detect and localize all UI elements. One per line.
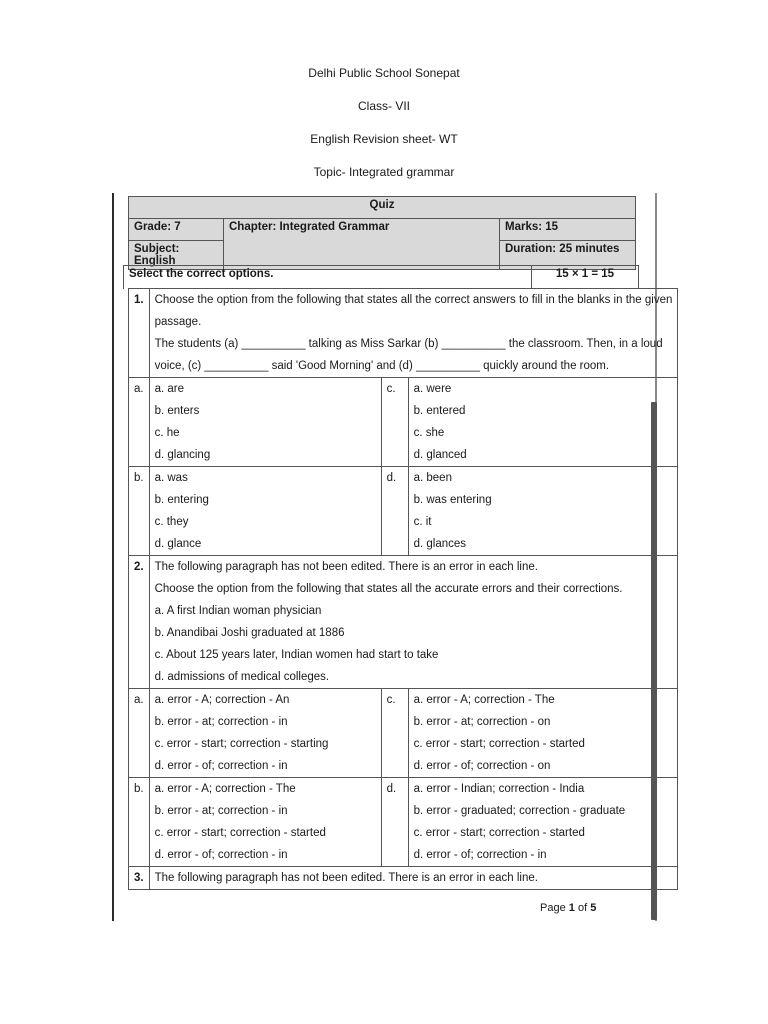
page-current: 1: [568, 902, 575, 914]
option-line: b. error - at; correction - in: [154, 805, 288, 817]
option-cell: [149, 778, 381, 867]
class-label: Class- VII: [357, 99, 410, 113]
option-cell: [149, 689, 381, 778]
options-row: [129, 467, 678, 556]
page-border-left: [112, 193, 114, 921]
question-line: Choose the option from the following that states all the correct answers to fill in the blanks in the given: [154, 294, 673, 306]
option-line: b. error - graduated; correction - graduate: [413, 805, 626, 817]
options-row: [129, 778, 678, 867]
question-line: The students (a) __________ talking as Miss Sarkar (b) __________ the classroom. Then, in a loud: [154, 338, 663, 350]
option-cell: [149, 378, 381, 467]
option-label: d.: [381, 778, 408, 867]
question-line: The following paragraph has not been edited. There is an error in each line.: [154, 872, 538, 884]
topic-label: Topic- Integrated grammar: [313, 165, 455, 179]
question-row: [129, 556, 678, 689]
option-label: a.: [129, 689, 150, 778]
option-line: a. error - A; correction - The: [413, 694, 555, 706]
option-line: a. was: [154, 472, 188, 484]
option-cell: [408, 689, 678, 778]
question-number: 1.: [129, 289, 150, 378]
chapter-cell: Chapter: Integrated Grammar: [224, 219, 500, 270]
question-line: a. A first Indian woman physician: [154, 605, 322, 617]
option-line: a. been: [413, 472, 452, 484]
question-line: The following paragraph has not been edited. There is an error in each line.: [154, 561, 538, 573]
option-line: c. error - start; correction - started: [413, 738, 585, 750]
instruction-table: [123, 265, 639, 289]
option-label: c.: [381, 689, 408, 778]
question-number: 3.: [129, 867, 150, 890]
option-line: c. they: [154, 516, 189, 528]
option-cell: [408, 778, 678, 867]
option-line: a. were: [413, 383, 452, 395]
option-line: d. error - of; correction - in: [154, 849, 288, 861]
option-cell: [408, 467, 678, 556]
questions-table: [128, 288, 678, 890]
options-row: [129, 378, 678, 467]
option-line: c. error - start; correction - starting: [154, 738, 329, 750]
question-number: 2.: [129, 556, 150, 689]
option-label: c.: [381, 378, 408, 467]
instruction-text: Select the correct options.: [124, 266, 532, 289]
sheet-title: English Revision sheet- WT: [310, 132, 458, 146]
question-line: passage.: [154, 316, 202, 328]
duration-cell: Duration: 25 minutes: [500, 241, 636, 270]
option-line: b. entering: [154, 494, 209, 506]
question-line: b. Anandibai Joshi graduated at 1886: [154, 627, 345, 639]
question-row: [129, 289, 678, 378]
option-line: a. error - A; correction - The: [154, 783, 296, 795]
option-cell: [149, 467, 381, 556]
option-line: a. are: [154, 383, 185, 395]
of-label: of: [577, 902, 588, 914]
subject-cell: Subject: English: [129, 241, 224, 270]
option-line: c. he: [154, 427, 180, 439]
option-line: c. it: [413, 516, 432, 528]
option-line: b. error - at; correction - in: [154, 716, 288, 728]
quiz-info-table: [128, 196, 636, 270]
option-cell: [408, 378, 678, 467]
option-line: d. glanced: [413, 449, 467, 461]
option-label: b.: [129, 778, 150, 867]
option-line: b. enters: [154, 405, 200, 417]
page-label: Page: [540, 902, 566, 914]
option-line: c. error - start; correction - started: [413, 827, 585, 839]
option-line: d. glance: [154, 538, 202, 550]
option-line: d. error - of; correction - in: [413, 849, 547, 861]
page-total: 5: [590, 902, 597, 914]
question-line: Choose the option from the following that states all the accurate errors and their corrections.: [154, 583, 623, 595]
question-line: d. admissions of medical colleges.: [154, 671, 330, 683]
option-line: d. error - of; correction - in: [154, 760, 288, 772]
scoring-text: 15 × 1 = 15: [532, 266, 639, 289]
school-name: Delhi Public School Sonepat: [308, 66, 460, 80]
question-text: [149, 289, 678, 378]
option-line: d. error - of; correction - on: [413, 760, 551, 772]
question-row: [129, 867, 678, 890]
option-line: b. error - at; correction - on: [413, 716, 551, 728]
option-line: c. she: [413, 427, 445, 439]
option-line: d. glances: [413, 538, 467, 550]
option-line: b. was entering: [413, 494, 492, 506]
options-row: [129, 689, 678, 778]
option-line: a. error - A; correction - An: [154, 694, 290, 706]
option-label: b.: [129, 467, 150, 556]
option-label: a.: [129, 378, 150, 467]
option-line: d. glancing: [154, 449, 211, 461]
marks-cell: Marks: 15: [500, 219, 636, 241]
option-line: a. error - Indian; correction - India: [413, 783, 585, 795]
option-line: b. entered: [413, 405, 466, 417]
option-line: c. error - start; correction - started: [154, 827, 326, 839]
grade-cell: Grade: 7: [129, 219, 224, 241]
option-label: d.: [381, 467, 408, 556]
page-indicator: [540, 902, 596, 914]
question-text: [149, 867, 678, 890]
question-line: voice, (c) __________ said 'Good Morning' and (d) __________ quickly around the room.: [154, 360, 610, 372]
question-line: c. About 125 years later, Indian women had start to take: [154, 649, 439, 661]
question-text: [149, 556, 678, 689]
quiz-title: Quiz: [129, 197, 636, 219]
